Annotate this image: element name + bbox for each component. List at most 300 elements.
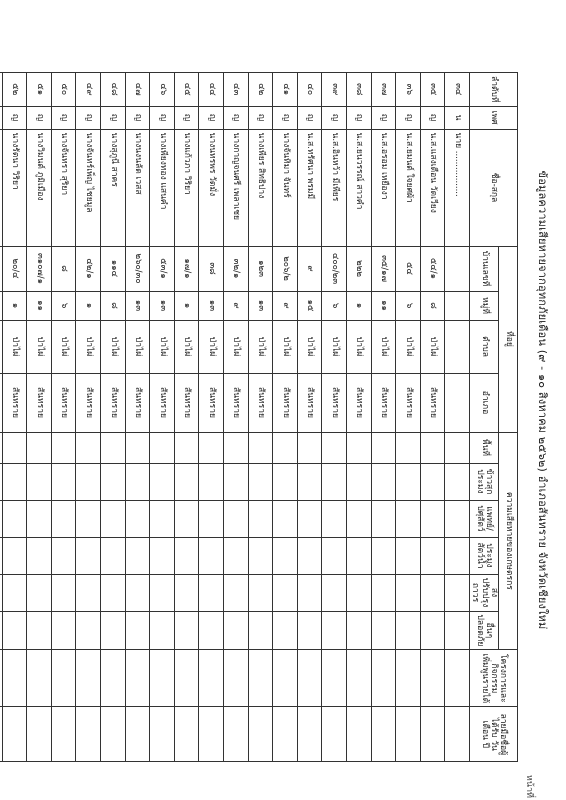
cell-district: สันทราย [51,373,76,432]
cell-empty [174,432,199,463]
cell-empty [150,432,175,463]
cell-empty [445,707,470,762]
cell-title: ญ [248,106,273,129]
cell-empty [224,500,249,537]
cell-empty [322,574,347,611]
cell-empty [371,574,396,611]
cell-empty [347,537,372,574]
cell-district: สันทราย [224,373,249,432]
cell-empty [51,432,76,463]
cell-empty [125,432,150,463]
cell-subdistrict: ป่าไผ่ [2,320,27,373]
cell-empty [445,574,470,611]
cell-name: นางแก้วภา วิริยา [174,129,199,246]
cell-no: ๔๖ [150,73,175,107]
cell-subdistrict: ป่าไผ่ [51,320,76,373]
header-project: โครงการและกิจกรรมเพิ่มพูนรายได้ [469,650,517,707]
table-row [297,73,322,762]
cell-house-no: ๘ [51,246,76,291]
cell-subdistrict [0,320,2,373]
cell-name: นางจันทิมา จันทร์ [273,129,298,246]
table-row [101,73,126,762]
cell-empty [2,574,27,611]
cell-empty [396,574,421,611]
table-row [273,73,298,762]
cell-empty [51,611,76,650]
cell-empty [322,432,347,463]
cell-house-no: ๑๗/๑ [174,246,199,291]
cell-empty [27,574,52,611]
cell-empty [273,574,298,611]
table-row [76,73,101,762]
cell-empty [51,463,76,500]
cell-subdistrict: ป่าไผ่ [150,320,175,373]
cell-empty [347,611,372,650]
cell-empty [420,574,445,611]
cell-house-no: ๓๘ [199,246,224,291]
cell-empty [125,650,150,707]
cell-empty [371,707,396,762]
cell-title: ญ [396,106,421,129]
header-district: อำเภอ [469,373,498,432]
cell-title: ญ [371,106,396,129]
table-row [420,73,445,762]
cell-empty [76,707,101,762]
cell-district: สันทราย [199,373,224,432]
cell-empty [248,650,273,707]
cell-empty [101,707,126,762]
cell-moo: ๙ [273,291,298,320]
cell-title: ญ [101,106,126,129]
cell-house-no: ๓๑๐๗/๑ [27,246,52,291]
cell-moo: ๑๑ [27,291,52,320]
cell-name: นางนทรพร วัดมั่ง [199,129,224,246]
cell-empty [2,500,27,537]
cell-subdistrict [445,320,470,373]
cell-empty [0,537,2,574]
cell-no: ๔๑ [273,73,298,107]
cell-empty [76,432,101,463]
cell-empty [76,463,101,500]
cell-empty [248,463,273,500]
cell-name: นางเพียงทอง แสนคำ [150,129,175,246]
cell-district: สันทราย [396,373,421,432]
cell-name: นางเพียร สิทธิปาง [248,129,273,246]
cell-empty [0,432,2,463]
cell-subdistrict: ป่าไผ่ [371,320,396,373]
cell-empty [101,650,126,707]
cell-empty [371,611,396,650]
cell-empty [396,500,421,537]
cell-moo [0,291,2,320]
cell-no: ๔๗ [125,73,150,107]
cell-empty [0,707,2,762]
cell-empty [101,432,126,463]
cell-empty [51,650,76,707]
cell-empty [101,463,126,500]
table-row [347,73,372,762]
cell-district: สันทราย [347,373,372,432]
cell-subdistrict: ป่าไผ่ [297,320,322,373]
cell-empty [322,500,347,537]
cell-empty [101,500,126,537]
cell-district: สันทราย [76,373,101,432]
cell-empty [101,574,126,611]
cell-empty [125,463,150,500]
cell-no: ๔๓ [224,73,249,107]
cell-name: นางรัตนา วิริยา [2,129,27,246]
cell-no: ๓๘ [347,73,372,107]
cell-empty [347,707,372,762]
cell-house-no: ๒๐/๔ [2,246,27,291]
table-row [445,73,470,762]
cell-name: นางสุภูนี สาคร [101,129,126,246]
cell-empty [297,500,322,537]
cell-name: นาย ................. [445,129,470,246]
cell-title: ญ [2,106,27,129]
cell-empty [224,650,249,707]
cell-empty [125,500,150,537]
cell-empty [27,650,52,707]
cell-empty [2,432,27,463]
header-livestock: แพทย์/ ปศุสัตว์ [469,500,498,537]
cell-empty [371,650,396,707]
cell-empty [199,650,224,707]
cell-moo: ๑๕ [297,291,322,320]
cell-empty [150,463,175,500]
cell-empty [174,707,199,762]
cell-name: นางจันทร์เพ็ญ ไชยมูล [76,129,101,246]
cell-district [445,373,470,432]
cell-moo: ๖ [51,291,76,320]
table-row [224,73,249,762]
table-row [27,73,52,762]
cell-empty [273,432,298,463]
cell-moo: ๘ [420,291,445,320]
cell-empty [150,707,175,762]
cell-house-no: ๓๕/๑๗ [371,246,396,291]
cell-empty [224,537,249,574]
table-row [2,73,27,762]
cell-empty [199,537,224,574]
header-fishery: ประมง สัตว์น้ำ [469,537,498,574]
cell-empty [174,463,199,500]
cell-name: น.ส.แสงเดือน วัดเวียง [420,129,445,246]
cell-empty [224,611,249,650]
cell-no: ๕๒ [2,73,27,107]
cell-no: ๔๒ [248,73,273,107]
cell-empty [199,707,224,762]
cell-empty [0,463,2,500]
cell-empty [445,537,470,574]
cell-moo: ๑ [174,291,199,320]
cell-title: ญ [125,106,150,129]
cell-district: สันทราย [248,373,273,432]
cell-empty [347,432,372,463]
cell-district: สันทราย [150,373,175,432]
cell-empty [396,707,421,762]
cell-subdistrict: ป่าไผ่ [27,320,52,373]
cell-title: ญ [347,106,372,129]
cell-empty [125,537,150,574]
cell-house-no: ๒๒๒ [347,246,372,291]
cell-empty [199,574,224,611]
cell-empty [2,650,27,707]
cell-empty [2,463,27,500]
cell-empty [322,707,347,762]
cell-title: ญ [174,106,199,129]
table-row [0,73,2,762]
cell-district: สันทราย [125,373,150,432]
cell-title: ญ [150,106,175,129]
cell-house-no: ๓๒/๑ [224,246,249,291]
cell-subdistrict: ป่าไผ่ [101,320,126,373]
cell-empty [2,537,27,574]
cell-name: น.ส.อรอม เหยืองา [371,129,396,246]
cell-house-no: ๙ [297,246,322,291]
cell-empty [125,707,150,762]
header-rice: ข้าวสุก ประมง [469,463,498,500]
cell-subdistrict: ป่าไผ่ [224,320,249,373]
table-row [125,73,150,762]
cell-moo: ๙ [224,291,249,320]
cell-title: น [445,106,470,129]
cell-empty [174,574,199,611]
cell-district: สันทราย [371,373,396,432]
table-row [199,73,224,762]
cell-empty [347,500,372,537]
cell-empty [174,537,199,574]
cell-empty [125,574,150,611]
cell-house-no: ๒๖๐/๓๐ [125,246,150,291]
cell-no: ๔๘ [101,73,126,107]
cell-house-no: ๕๓/๑ [150,246,175,291]
header-damage-group: ความเสียหายของเกษตรกร [499,432,518,650]
page-number-label: หน้าที่ [523,774,534,798]
cell-house-no: ๑๒๓ [248,246,273,291]
cell-title: ญ [273,106,298,129]
cell-empty [420,650,445,707]
cell-empty [273,463,298,500]
cell-empty [51,537,76,574]
cell-empty [248,611,273,650]
cell-empty [322,537,347,574]
header-address-group: ที่อยู่ [499,246,518,432]
cell-empty [396,537,421,574]
header-repair: ส่งปรับปรุง ถาวร [469,574,498,611]
cell-empty [27,611,52,650]
cell-empty [2,611,27,650]
cell-empty [297,611,322,650]
cell-empty [0,574,2,611]
cell-empty [248,537,273,574]
cell-empty [420,611,445,650]
cell-empty [347,574,372,611]
cell-empty [101,611,126,650]
cell-subdistrict: ป่าไผ่ [199,320,224,373]
cell-empty [248,574,273,611]
cell-empty [199,463,224,500]
cell-moo: ๑ [76,291,101,320]
document-title: ข้อมูลความเสียหายจากอุทกภัยเดือน (๙ - ๑๐ สิงหาคม ๒๕๖๒) อำเภอสันทราย จังหวัดเชียงใหม่ [536,170,549,630]
cell-house-no: ๔๒/๑ [76,246,101,291]
table-row [396,73,421,762]
cell-empty [150,650,175,707]
cell-subdistrict: ป่าไผ่ [125,320,150,373]
cell-moo: ๘ [101,291,126,320]
cell-moo: ๑๓ [125,291,150,320]
cell-subdistrict: ป่าไผ่ [248,320,273,373]
cell-empty [27,463,52,500]
cell-name: นางจันทรา สุริยา [51,129,76,246]
header-area: พื้นที่ [469,432,498,463]
cell-title [0,106,2,129]
cell-no: ๕๑ [27,73,52,107]
cell-no: ๓๗ [371,73,396,107]
cell-empty [51,707,76,762]
cell-empty [396,611,421,650]
cell-no [0,73,2,107]
cell-empty [76,611,101,650]
cell-empty [248,432,273,463]
table-row [322,73,347,762]
table-row [51,73,76,762]
cell-empty [224,574,249,611]
cell-empty [76,574,101,611]
cell-empty [51,574,76,611]
cell-moo: ๖ [396,291,421,320]
cell-no: ๔๕ [174,73,199,107]
cell-house-no: ๑๑๔ [101,246,126,291]
cell-empty [297,463,322,500]
cell-empty [297,707,322,762]
cell-empty [322,463,347,500]
table-row [371,73,396,762]
cell-house-no: ๕๔ [396,246,421,291]
cell-empty [174,500,199,537]
cell-district: สันทราย [174,373,199,432]
cell-house-no: ๔๐๐/๒๓ [322,246,347,291]
header-no: ลำดับที่ [469,73,517,107]
cell-empty [0,611,2,650]
cell-name: น.ส.ทรัศนา พรมมี [297,129,322,246]
cell-empty [76,650,101,707]
damage-table-container [0,72,518,762]
cell-no: ๓๙ [322,73,347,107]
cell-empty [396,432,421,463]
cell-empty [445,463,470,500]
table-body [0,73,469,762]
cell-name: นางวิมนต์ ภูมิเมือง [27,129,52,246]
cell-moo [445,291,470,320]
cell-district: สันทราย [297,373,322,432]
cell-subdistrict: ป่าไผ่ [322,320,347,373]
cell-empty [322,611,347,650]
table-row [248,73,273,762]
cell-empty [76,500,101,537]
cell-empty [445,432,470,463]
cell-empty [445,650,470,707]
cell-empty [150,500,175,537]
header-subdistrict: ตำบล [469,320,498,373]
cell-empty [371,432,396,463]
cell-empty [224,432,249,463]
header-house-no: บ้านเลขที่ [469,246,498,291]
cell-empty [371,537,396,574]
damage-table [0,72,518,762]
cell-subdistrict: ป่าไผ่ [420,320,445,373]
cell-subdistrict: ป่าไผ่ [174,320,199,373]
cell-empty [174,650,199,707]
cell-empty [396,463,421,500]
cell-title: ญ [297,106,322,129]
cell-moo: ๑ [347,291,372,320]
cell-empty [199,432,224,463]
cell-no: ๔๙ [76,73,101,107]
cell-empty [27,537,52,574]
table-row [174,73,199,762]
cell-no: ๓๕ [420,73,445,107]
cell-title: ญ [322,106,347,129]
cell-empty [150,537,175,574]
cell-name [0,129,2,246]
cell-subdistrict: ป่าไผ่ [273,320,298,373]
cell-empty [51,500,76,537]
cell-moo: ๑ [2,291,27,320]
cell-title: ญ [199,106,224,129]
cell-empty [150,611,175,650]
cell-empty [297,574,322,611]
cell-empty [396,650,421,707]
cell-district: สันทราย [101,373,126,432]
cell-name: น.ส.ยนวรรณ์ สาวคำ [347,129,372,246]
cell-empty [150,574,175,611]
cell-no: ๕๐ [51,73,76,107]
cell-moo: ๑๓ [150,291,175,320]
table-row [150,73,175,762]
cell-empty [76,537,101,574]
cell-empty [273,707,298,762]
header-name: ชื่อ-สกุล [469,129,517,246]
cell-empty [224,707,249,762]
cell-empty [27,500,52,537]
header-sign: ลายมือชื่อผู้ได้รับ วัน เดือน ปี [469,707,517,762]
cell-name: นางนงนลัด เวสส [125,129,150,246]
cell-title: ญ [27,106,52,129]
cell-empty [322,650,347,707]
cell-house-no [445,246,470,291]
cell-no: ๔๐ [297,73,322,107]
header-moo: หมู่ที่ [469,291,498,320]
cell-empty [347,650,372,707]
cell-subdistrict: ป่าไผ่ [76,320,101,373]
cell-empty [2,707,27,762]
cell-empty [445,611,470,650]
cell-subdistrict: ป่าไผ่ [396,320,421,373]
cell-title: ญ [224,106,249,129]
cell-house-no [0,246,2,291]
cell-empty [224,463,249,500]
cell-district: สันทราย [2,373,27,432]
cell-empty [273,611,298,650]
cell-title: ญ [51,106,76,129]
cell-empty [420,707,445,762]
cell-moo: ๑๓ [199,291,224,320]
cell-empty [199,500,224,537]
cell-district: สันทราย [273,373,298,432]
cell-district: สันทราย [420,373,445,432]
cell-empty [273,500,298,537]
